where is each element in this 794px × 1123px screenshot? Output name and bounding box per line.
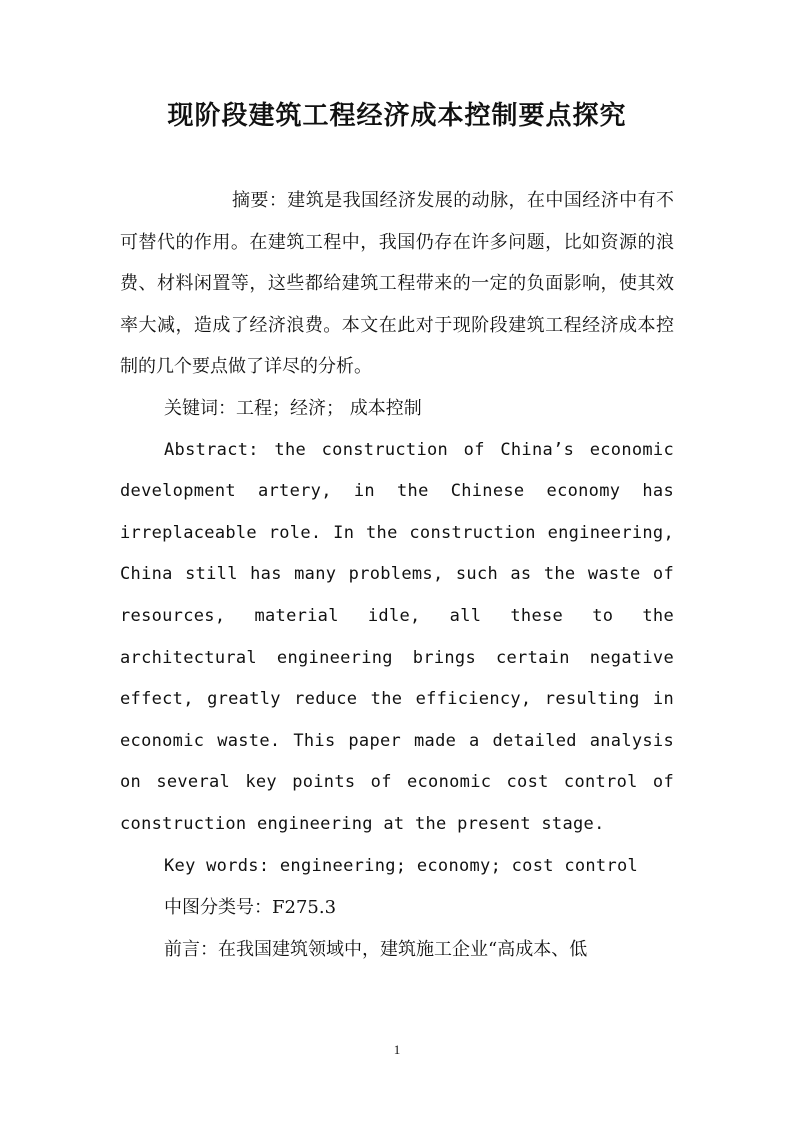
abstract-chinese: 摘要：建筑是我国经济发展的动脉，在中国经济中有不可替代的作用。在建筑工程中，我国仍存在许多问题，比如资源的浪费、材料闲置等，这些都给建筑工程带来的一定的负面影响，使其效率大减，造成了经济浪费。本文在此对于现阶段建筑工程经济成本控制的几个要点做了详尽的分析。 (120, 190, 674, 378)
document-body (120, 180, 674, 970)
document-title: 现阶段建筑工程经济成本控制要点探究 (167, 101, 627, 131)
preface-paragraph: 前言：在我国建筑领域中，建筑施工企业“高成本、低 (164, 938, 588, 960)
keywords-chinese: 关键词：工程；经济； 成本控制 (164, 397, 422, 419)
page-number: 1 (393, 1042, 401, 1057)
abstract-english: Abstract: the construction of China’s economic development artery, in the Chinese economy has irreplaceable role. In the construction engineering, China still has many problems, such as the waste of resources, material idle, all these to the architectural engineering brings certain negative effect, greatly reduce the efficiency, resulting in economic waste. This paper made a detailed analysis on several key points of economic cost control of construction engineering at the present stage. (120, 439, 674, 834)
keywords-english: Key words: engineering; economy; cost control (164, 855, 639, 876)
classification-number: 中图分类号：F275.3 (164, 897, 337, 919)
